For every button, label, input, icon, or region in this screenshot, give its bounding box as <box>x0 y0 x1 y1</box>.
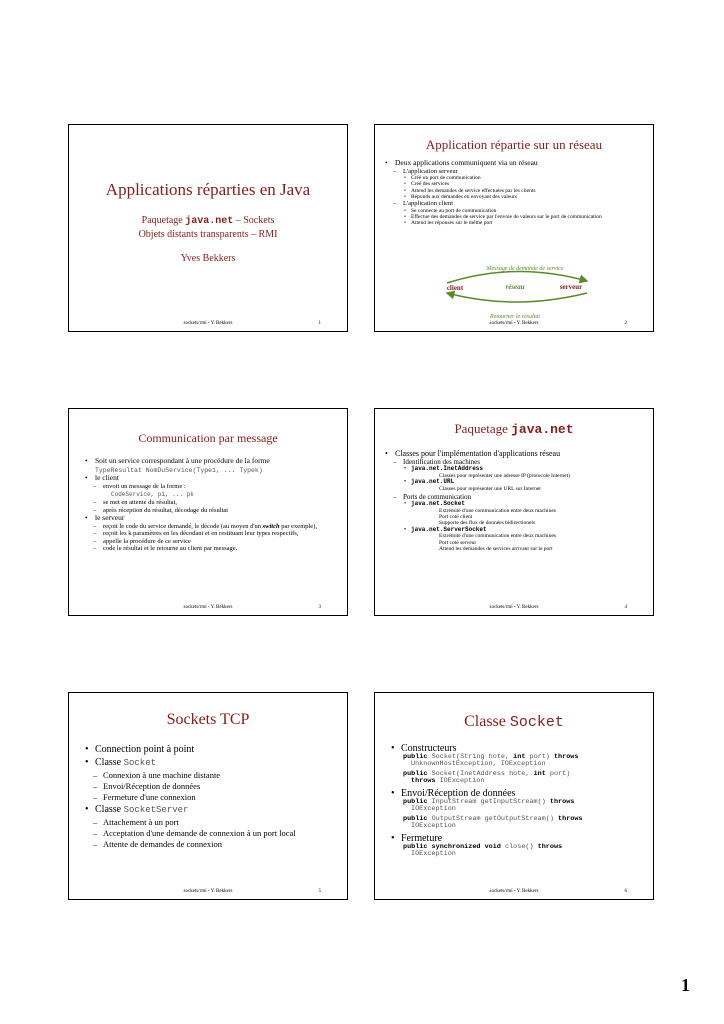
sub-text-end: par exemple), <box>279 522 317 530</box>
code-line: IOException <box>411 850 456 859</box>
code-keyword: public <box>403 753 428 761</box>
sub-item: • Réponds aux demandes en envoyant des valeurs <box>383 194 645 200</box>
code-text: port) <box>525 753 554 761</box>
slide-number: 3 <box>318 605 321 610</box>
code-line <box>389 778 647 785</box>
sub-bullet: – Ports de communication <box>383 493 645 501</box>
sub-item: • Créé un port de communication <box>383 175 645 181</box>
class-name: java.net.InetAddress <box>411 465 484 473</box>
slide-number: 2 <box>624 321 627 326</box>
sheet-page-number: 1 <box>681 975 690 995</box>
class-desc: Extrémité d'une communication entre deux machines <box>439 507 556 514</box>
class-item <box>383 479 645 486</box>
sub-bullet: – code le résultat et le retourne au client par message. <box>83 545 339 552</box>
code-keyword: throws <box>537 842 563 851</box>
slide-number: 4 <box>624 605 627 610</box>
slide-1 <box>68 124 348 332</box>
slide-content <box>383 159 645 227</box>
bullet: • Constructeurs <box>389 743 647 754</box>
code-message: CodeService, p1, ... pk <box>111 491 194 499</box>
class-desc: Attend les demandes de services arrivant sur le port <box>439 546 553 553</box>
code-line: UnknownHostException, IOException <box>411 760 546 769</box>
sub-bullet: – Envoi/Réception de données <box>83 781 339 792</box>
sub-text: reçoit le code du service demandé, le décode (au moyen d'un <box>103 522 263 530</box>
footer-text: sockets/rmi - Y. Bekkers <box>489 321 539 326</box>
sub-item: • Créé des services <box>383 181 645 187</box>
code-text: InputStream getInputStream() <box>431 797 550 806</box>
subtitle-text-end: – Sockets <box>233 215 275 226</box>
footer-text: sockets/rmi - Y. Bekkers <box>489 889 539 894</box>
sub-bullet: – L'application client <box>383 200 645 207</box>
sub-bullet: – Attachement à un port <box>83 817 339 828</box>
code-keyword: public <box>403 814 428 823</box>
slide-4 <box>374 408 654 616</box>
server-label: serveur <box>559 283 583 291</box>
slide-3 <box>68 408 348 616</box>
class-name: java.net.Socket <box>411 499 466 507</box>
client-label: client <box>446 284 464 292</box>
code-line: IOException <box>411 805 456 814</box>
author: Yves Bekkers <box>180 253 236 264</box>
subtitle-line-2: Objets distants transparents – RMI <box>138 229 278 240</box>
title-text: Paquetage <box>454 421 512 436</box>
sub-bullet: – Attente de demandes de connexion <box>83 839 339 850</box>
slide-number: 6 <box>624 889 627 894</box>
code-text: Socket(InetAddress hote, <box>431 769 534 778</box>
title-code: Socket <box>509 714 564 731</box>
class-item <box>383 466 645 473</box>
subtitle-line-1 <box>69 215 347 227</box>
subtitle-code: java.net <box>185 216 234 227</box>
code-keyword: throws <box>553 753 579 761</box>
bullet: • Classes pour l'implémentation d'applications réseau <box>383 449 645 458</box>
class-desc: Port coté client <box>439 513 473 520</box>
class-desc: Port coté serveur <box>439 539 477 546</box>
sub-text-emph: switch <box>262 522 280 530</box>
bullet-text: Classe <box>95 803 124 815</box>
bullet <box>83 803 339 817</box>
request-arrow <box>447 271 587 283</box>
sub-item: • Se connecte au port de communication <box>383 208 645 214</box>
bullet: • le client <box>83 474 339 483</box>
code-text: Socket(String hote, <box>431 753 514 761</box>
code-keyword: public <box>403 769 428 778</box>
response-label: Retourner le résultat <box>490 314 540 320</box>
footer-text: sockets/rmi - Y. Bekkers <box>183 605 233 610</box>
bullet-text: Classe <box>95 757 124 768</box>
slide-title: Sockets TCP <box>166 711 250 728</box>
class-desc: Extrémité d'une communication entre deux machines <box>439 533 556 540</box>
code-keyword: public synchronized void <box>403 842 501 851</box>
client-server-diagram <box>375 261 654 321</box>
sub-item: • Attend les réponses sur le même port <box>383 220 645 226</box>
code-text: OutputStream getOutputStream() <box>431 814 559 823</box>
subtitle-text: Paquetage <box>141 215 186 226</box>
slide-title: Applications réparties en Java <box>105 180 311 199</box>
sub-bullet <box>83 523 339 530</box>
request-label: Message de demande de service <box>486 266 564 272</box>
bullet <box>83 756 339 770</box>
sub-bullet: – Fermeture d'une connexion <box>83 792 339 803</box>
sub-bullet: – envoit un message de la forme : <box>83 483 339 490</box>
code-keyword: throws <box>558 814 583 823</box>
slide-title <box>375 713 653 731</box>
network-label: réseau <box>505 283 525 291</box>
footer-text: sockets/rmi - Y. Bekkers <box>183 321 233 326</box>
code-text: IOException <box>439 777 485 786</box>
code-keyword: int <box>513 753 526 761</box>
sub-bullet: – Identification des machines <box>383 458 645 466</box>
slide-title: Communication par message <box>138 431 278 445</box>
sub-bullet: – appelle la procédure de ce service <box>83 538 339 545</box>
code-keyword: int <box>533 769 546 778</box>
sub-bullet: – se met en attente du résultat, <box>83 499 339 506</box>
title-text: Classe <box>464 713 510 730</box>
bullet-code: SocketServer <box>123 804 189 815</box>
code-line <box>83 490 339 499</box>
bullet: • Fermeture <box>389 833 647 844</box>
class-name: java.net.ServerSocket <box>411 525 487 533</box>
footer-text: sockets/rmi - Y. Bekkers <box>489 605 539 610</box>
slide-content <box>83 743 339 850</box>
slide-6 <box>374 692 654 900</box>
code-keyword: throws <box>411 777 436 786</box>
bullet-code: Socket <box>123 758 157 768</box>
slide-5 <box>68 692 348 900</box>
code-line: IOException <box>411 822 456 831</box>
sub-item: • Effectue des demandes de service par l'envoie de valeurs sur le port de communication <box>383 214 645 220</box>
slide-number: 5 <box>318 889 321 894</box>
code-text: port) <box>545 769 571 778</box>
bullet: • le serveur <box>83 514 339 523</box>
slide-title <box>375 421 653 437</box>
slide-2 <box>374 124 654 332</box>
class-desc: Classes pour représenter une URL sur Internet <box>439 486 541 493</box>
sub-bullet: – reçoit les k paramètres en les décodant et en restituant leur types respectifs, <box>83 530 339 537</box>
slide-content <box>83 457 339 553</box>
slide-content <box>389 743 647 859</box>
class-desc: Supporte des flux de données bidirectionels <box>439 520 536 527</box>
sub-bullet: – Connexion à une machine distante <box>83 770 339 781</box>
bullet: • Envoi/Réception de données <box>389 788 647 799</box>
class-item <box>383 527 645 534</box>
code-signature: TypeResultat NomDuService(Type1, ... Typek) <box>95 466 263 474</box>
slide-title: Application répartie sur un réseau <box>425 137 603 152</box>
bullet: • Deux applications communiquent via un réseau <box>383 159 645 168</box>
bullet: • Soit un service correspondant à une procédure de la forme <box>83 457 339 466</box>
code-keyword: throws <box>549 797 575 806</box>
sub-bullet: – L'application serveur <box>383 168 645 175</box>
code-keyword: public <box>403 797 428 806</box>
code-line <box>83 466 339 475</box>
slide-content <box>383 449 645 552</box>
sub-bullet: – Acceptation d'une demande de connexion à un port local <box>83 828 339 839</box>
slide-number: 1 <box>318 321 321 326</box>
response-arrow <box>447 293 587 302</box>
bullet: • Connection point à point <box>83 743 339 756</box>
class-name: java.net.URL <box>411 478 455 486</box>
sub-item: • Attend les demandes de service effectuées par les clients <box>383 188 645 194</box>
class-item <box>383 501 645 508</box>
sub-bullet: – après réception du résultat, décodage du résultat <box>83 507 339 514</box>
class-desc: Classes pour représenter une adresse IP (protocole Internet) <box>439 473 570 480</box>
code-text: close() <box>505 842 538 851</box>
title-code: java.net <box>511 422 574 437</box>
footer-text: sockets/rmi - Y. Bekkers <box>183 889 233 894</box>
